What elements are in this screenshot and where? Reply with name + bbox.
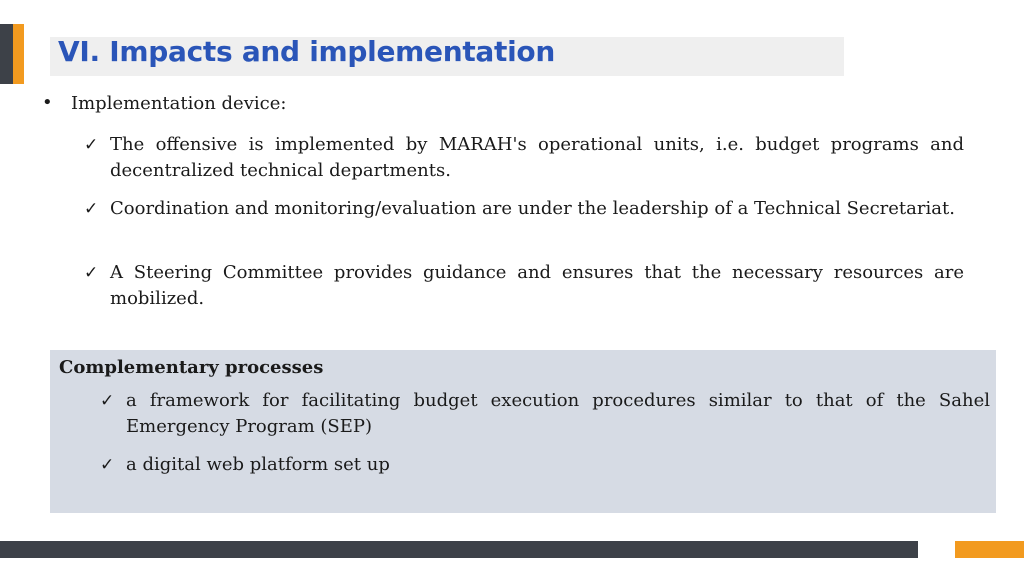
checkmark-icon: ✓ bbox=[100, 455, 115, 475]
title-text: Impacts and implementation bbox=[109, 35, 555, 68]
bullet-dot: • bbox=[42, 92, 53, 113]
panel-item-text: a framework for facilitating budget execution procedures similar to that of the Sahel Emergency Program (SEP) bbox=[126, 390, 990, 437]
accent-bar-dark bbox=[0, 24, 13, 84]
check-item bbox=[84, 260, 964, 312]
checkmark-icon: ✓ bbox=[84, 135, 99, 155]
section-numeral: VI bbox=[58, 35, 90, 68]
panel-item bbox=[100, 388, 990, 440]
checkmark-icon: ✓ bbox=[100, 391, 115, 411]
check-item bbox=[84, 196, 964, 222]
check-item-text: The offensive is implemented by MARAH's operational units, i.e. budget programs and decentralized technical departments. bbox=[110, 134, 964, 181]
title-separator: . bbox=[89, 35, 110, 68]
panel-item bbox=[100, 452, 990, 478]
accent-bar-orange bbox=[13, 24, 24, 84]
checkmark-icon: ✓ bbox=[84, 263, 99, 283]
checkmark-icon: ✓ bbox=[84, 199, 99, 219]
check-item-text: A Steering Committee provides guidance and ensures that the necessary resources are mobilized. bbox=[110, 262, 964, 309]
footer-bar-orange bbox=[955, 541, 1024, 558]
bullet-text: Implementation device: bbox=[71, 93, 287, 114]
slide-title bbox=[58, 35, 555, 68]
check-item bbox=[84, 132, 964, 184]
footer-bar-dark bbox=[0, 541, 918, 558]
check-item-text: Coordination and monitoring/evaluation are under the leadership of a Technical Secretariat. bbox=[110, 198, 955, 219]
panel-item-text: a digital web platform set up bbox=[126, 454, 390, 475]
panel-heading: Complementary processes bbox=[59, 357, 324, 378]
